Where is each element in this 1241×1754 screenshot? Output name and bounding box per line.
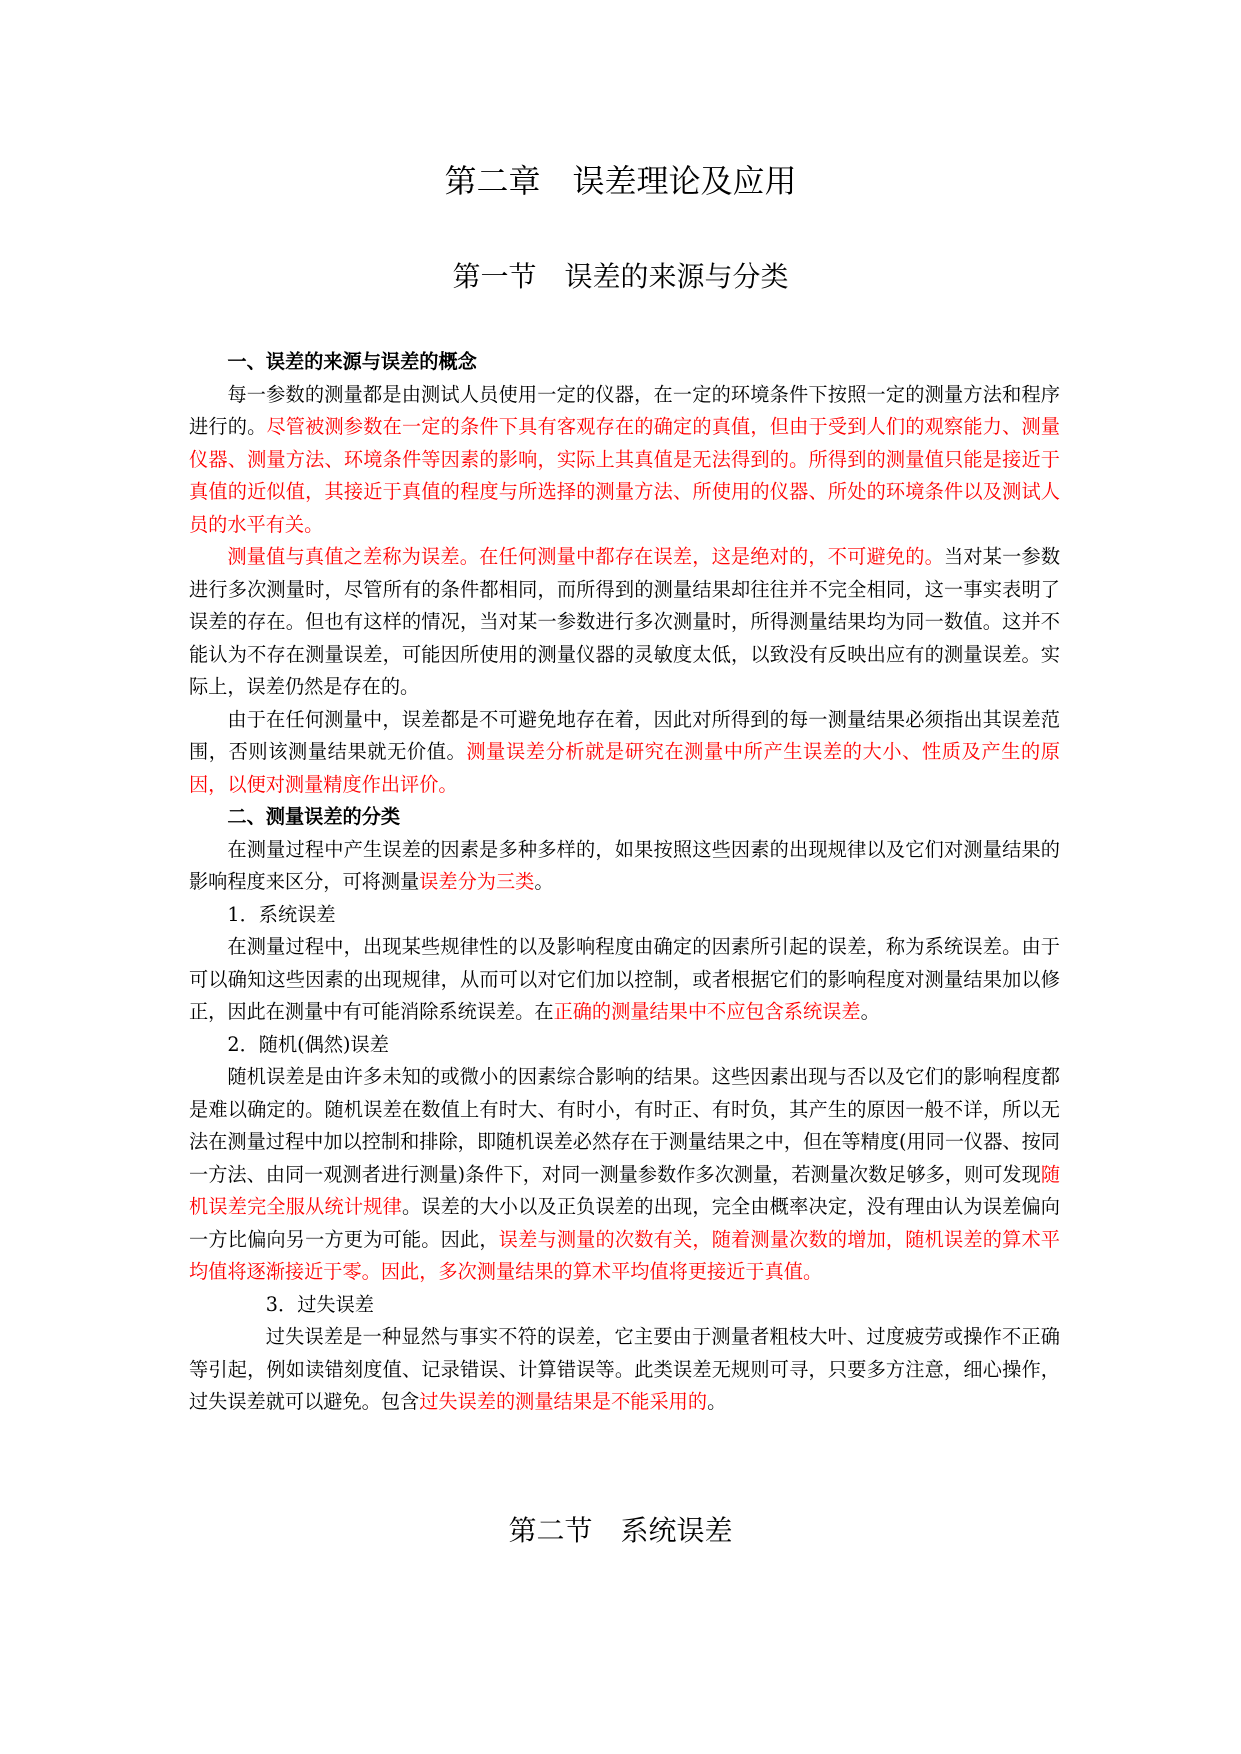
paragraph-2-highlight: 测量值与真值之差称为误差。在任何测量中都存在误差，这是绝对的，不可避免的。: [227, 545, 944, 568]
paragraph-3-text: 由于在任何测量中，误差都是不可避免地存在着，因此对所得到的每一测量结果必须指出其误差范围，否则该测量结果就无价值。: [189, 707, 1060, 763]
subheading-gross-error: 3．过失误差: [265, 1292, 374, 1316]
paragraph-6: [189, 1061, 1060, 1289]
paragraph-6-text: 随机误差是由许多未知的或微小的因素综合影响的结果。这些因素出现与否以及它们的影响程度都是难以确定的。随机误差在数值上有时大、有时小，有时正、有时负，其产生的原因一般不详，所以无法在测量过程中加以控制和排除，即随机误差必然存在于测量结果之中，但在等精度(用同一仪器、按同一方法、由同一观测者进行测量)条件下，对同一测量参数作多次测量，若测量次数足够多，则可发现: [189, 1065, 1060, 1186]
paragraph-3: [189, 704, 1060, 802]
paragraph-7-highlight: 过失误差的测量结果是不能采用的: [419, 1390, 708, 1413]
heading-error-classification: 二、测量误差的分类: [227, 805, 401, 828]
paragraph-7-text: 过失误差是一种显然与事实不符的误差，它主要由于测量者粗枝大叶、过度疲劳或操作不正确等引起，例如读错刻度值、记录错误、计算错误等。此类误差无规则可寻，只要多方注意，细心操作，过失误差就可以避免。包含: [189, 1325, 1060, 1413]
paragraph-7: [189, 1321, 1060, 1419]
paragraph-6-highlight-2: 误差与测量的次数有关，随着测量次数的增加，随机误差的算术平均值将逐渐接近于零。因此，多次测量结果的算术平均值将更接近于真值。: [189, 1227, 1060, 1283]
paragraph-1: [189, 379, 1060, 542]
paragraph-5-highlight: 正确的测量结果中不应包含系统误差: [553, 1000, 861, 1023]
paragraph-7-end: 。: [707, 1390, 727, 1413]
paragraph-4: [189, 834, 1060, 899]
paragraph-3-highlight: 测量误差分析就是研究在测量中所产生误差的大小、性质及产生的原因，以便对测量精度作出评价。: [189, 740, 1061, 796]
paragraph-5: [189, 931, 1060, 1029]
subheading-random-error: 2．随机(偶然)误差: [227, 1032, 389, 1056]
paragraph-6-highlight-1: 随机误差完全服从统计规律: [189, 1162, 1060, 1218]
paragraph-2-text: 当对某一参数进行多次测量时，尽管所有的条件都相同，而所得到的测量结果却往往并不完全相同，这一事实表明了误差的存在。但也有这样的情况，当对某一参数进行多次测量时，所得测量结果均为同一数值。这并不能认为不存在测量误差，可能因所使用的测量仪器的灵敏度太低，以致没有反映出应有的测量误差。实际上，误差仍然是存在的。: [189, 545, 1061, 698]
paragraph-6-text-2: 。误差的大小以及正负误差的出现，完全由概率决定，没有理由认为误差偏向一方比偏向另一方更为可能。因此，: [189, 1195, 1060, 1251]
section-1-body: [189, 346, 1060, 1419]
paragraph-4-text: 在测量过程中产生误差的因素是多种多样的，如果按照这些因素的出现规律以及它们对测量结果的影响程度来区分，可将测量: [189, 837, 1060, 893]
section-1-title: 第一节 误差的来源与分类: [452, 260, 789, 293]
chapter-title: 第二章 误差理论及应用: [444, 162, 797, 200]
paragraph-2: [189, 541, 1060, 704]
paragraph-1-text: 每一参数的测量都是由测试人员使用一定的仪器，在一定的环境条件下按照一定的测量方法和程序进行的。: [189, 382, 1060, 438]
heading-error-sources: 一、误差的来源与误差的概念: [227, 350, 477, 373]
subheading-systematic-error: 1．系统误差: [227, 902, 336, 926]
paragraph-4-end: 。: [534, 870, 554, 893]
paragraph-5-text: 在测量过程中，出现某些规律性的以及影响程度由确定的因素所引起的误差，称为系统误差。由于可以确知这些因素的出现规律，从而可以对它们加以控制，或者根据它们的影响程度对测量结果加以修正，因此在测量中有可能消除系统误差。在: [189, 935, 1060, 1023]
paragraph-4-highlight: 误差分为三类: [419, 870, 535, 893]
paragraph-5-end: 。: [860, 1000, 880, 1023]
section-2-title: 第二节 系统误差: [508, 1514, 733, 1547]
paragraph-1-highlight: 尽管被测参数在一定的条件下具有客观存在的确定的真值，但由于受到人们的观察能力、测量仪器、测量方法、环境条件等因素的影响，实际上其真值是无法得到的。所得到的测量值只能是接近于真值的近似值，其接近于真值的程度与所选择的测量方法、所使用的仪器、所处的环境条件以及测试人员的水平有关。: [189, 415, 1060, 536]
